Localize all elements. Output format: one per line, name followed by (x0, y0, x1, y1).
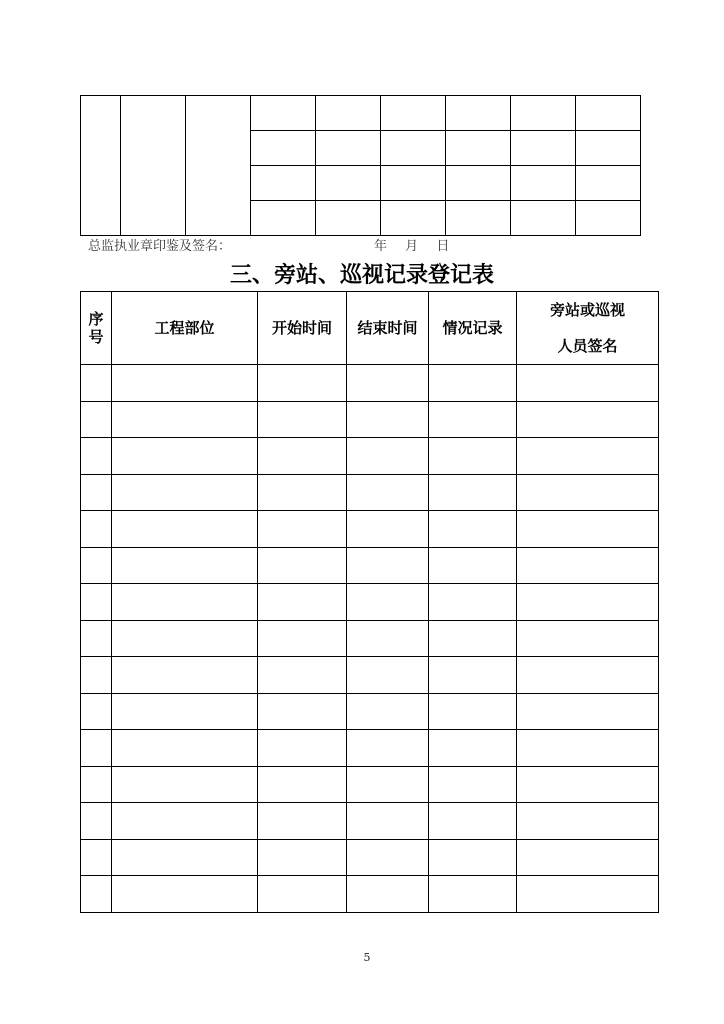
table-cell (251, 166, 316, 201)
cell-part[interactable] (112, 839, 258, 876)
cell-record[interactable] (429, 438, 517, 475)
table-cell (511, 166, 576, 201)
date-day-label: 日 (436, 239, 450, 254)
table-row (81, 657, 659, 694)
header-seq-line2: 号 (88, 328, 104, 346)
inspection-log-table (80, 291, 659, 913)
cell-signer[interactable] (517, 474, 659, 511)
date-year-label: 年 (374, 239, 388, 254)
cell-signer[interactable] (517, 511, 659, 548)
cell-record[interactable] (429, 365, 517, 402)
cell-part[interactable] (112, 766, 258, 803)
table-row (81, 803, 659, 840)
table-cell (576, 131, 641, 166)
table-row (81, 547, 659, 584)
cell-end-time[interactable] (347, 693, 429, 730)
cell-seq[interactable] (81, 620, 112, 657)
header-signer-line2: 人员签名 (557, 337, 618, 355)
cell-signer[interactable] (517, 693, 659, 730)
log-table-body (81, 365, 659, 913)
table-row (81, 474, 659, 511)
cell-signer[interactable] (517, 766, 659, 803)
signature-label: 总监执业章印鉴及签名： (88, 239, 232, 254)
cell-seq[interactable] (81, 474, 112, 511)
table-row (81, 620, 659, 657)
cell-seq[interactable] (81, 365, 112, 402)
table-cell (576, 201, 641, 236)
cell-start-time[interactable] (258, 766, 347, 803)
header-signer-line1: 旁站或巡视 (549, 301, 625, 319)
cell-seq[interactable] (81, 876, 112, 913)
cell-end-time[interactable] (347, 876, 429, 913)
cell-part[interactable] (112, 657, 258, 694)
cell-seq[interactable] (81, 401, 112, 438)
cell-part[interactable] (112, 620, 258, 657)
cell-record[interactable] (429, 766, 517, 803)
merged-cell (121, 96, 186, 236)
cell-end-time[interactable] (347, 730, 429, 767)
table-cell (381, 131, 446, 166)
cell-record[interactable] (429, 803, 517, 840)
cell-start-time[interactable] (258, 620, 347, 657)
table-cell (446, 166, 511, 201)
cell-signer[interactable] (517, 547, 659, 584)
previous-table-fragment (80, 95, 641, 236)
table-cell (381, 166, 446, 201)
cell-record[interactable] (429, 839, 517, 876)
table-cell (251, 96, 316, 131)
table-cell (511, 131, 576, 166)
cell-start-time[interactable] (258, 839, 347, 876)
merged-cell (81, 96, 121, 236)
cell-signer[interactable] (517, 620, 659, 657)
cell-signer[interactable] (517, 584, 659, 621)
header-seq-line1: 序 (88, 310, 104, 328)
cell-end-time[interactable] (347, 839, 429, 876)
cell-record[interactable] (429, 474, 517, 511)
cell-part[interactable] (112, 401, 258, 438)
cell-end-time[interactable] (347, 511, 429, 548)
cell-record[interactable] (429, 401, 517, 438)
cell-start-time[interactable] (258, 876, 347, 913)
cell-start-time[interactable] (258, 693, 347, 730)
cell-part[interactable] (112, 438, 258, 475)
header-start-time: 开始时间 (258, 292, 347, 365)
table-row (81, 511, 659, 548)
cell-signer[interactable] (517, 730, 659, 767)
table-cell (511, 201, 576, 236)
table-cell (316, 96, 381, 131)
cell-part[interactable] (112, 584, 258, 621)
cell-end-time[interactable] (347, 474, 429, 511)
cell-record[interactable] (429, 620, 517, 657)
cell-end-time[interactable] (347, 365, 429, 402)
table-cell (316, 201, 381, 236)
cell-seq[interactable] (81, 766, 112, 803)
cell-signer[interactable] (517, 438, 659, 475)
table-cell (446, 201, 511, 236)
cell-end-time[interactable] (347, 803, 429, 840)
cell-end-time[interactable] (347, 438, 429, 475)
date-month-label: 月 (405, 239, 419, 254)
header-end-time: 结束时间 (347, 292, 429, 365)
page-number: 5 (363, 951, 371, 964)
cell-seq[interactable] (81, 803, 112, 840)
cell-start-time[interactable] (258, 584, 347, 621)
table-row (81, 584, 659, 621)
table-row (81, 438, 659, 475)
chief-supervisor-signature-line (88, 234, 488, 252)
cell-end-time[interactable] (347, 657, 429, 694)
cell-signer[interactable] (517, 657, 659, 694)
cell-part[interactable] (112, 803, 258, 840)
cell-part[interactable] (112, 547, 258, 584)
cell-signer[interactable] (517, 803, 659, 840)
table-cell (446, 96, 511, 131)
table-cell (511, 96, 576, 131)
cell-start-time[interactable] (258, 511, 347, 548)
table-cell (381, 96, 446, 131)
cell-record[interactable] (429, 511, 517, 548)
table-row (81, 96, 641, 131)
header-seq (81, 292, 112, 365)
cell-end-time[interactable] (347, 401, 429, 438)
header-record: 情况记录 (429, 292, 517, 365)
cell-part[interactable] (112, 730, 258, 767)
cell-start-time[interactable] (258, 365, 347, 402)
cell-start-time[interactable] (258, 401, 347, 438)
cell-start-time[interactable] (258, 730, 347, 767)
cell-seq[interactable] (81, 730, 112, 767)
cell-record[interactable] (429, 876, 517, 913)
cell-part[interactable] (112, 876, 258, 913)
table-cell (316, 166, 381, 201)
table-cell (381, 201, 446, 236)
merged-cell (186, 96, 251, 236)
table-row (81, 839, 659, 876)
cell-start-time[interactable] (258, 657, 347, 694)
cell-record[interactable] (429, 693, 517, 730)
cell-start-time[interactable] (258, 438, 347, 475)
table-cell (251, 201, 316, 236)
cell-seq[interactable] (81, 693, 112, 730)
table-row (81, 730, 659, 767)
cell-seq[interactable] (81, 839, 112, 876)
table-cell (251, 131, 316, 166)
table-cell (446, 131, 511, 166)
header-part: 工程部位 (112, 292, 258, 365)
cell-seq[interactable] (81, 547, 112, 584)
cell-end-time[interactable] (347, 547, 429, 584)
table-row (81, 876, 659, 913)
cell-end-time[interactable] (347, 766, 429, 803)
cell-end-time[interactable] (347, 620, 429, 657)
cell-signer[interactable] (517, 876, 659, 913)
cell-signer[interactable] (517, 365, 659, 402)
cell-seq[interactable] (81, 438, 112, 475)
table-cell (316, 131, 381, 166)
table-row (81, 766, 659, 803)
table-cell (576, 166, 641, 201)
cell-part[interactable] (112, 511, 258, 548)
table-cell (576, 96, 641, 131)
cell-start-time[interactable] (258, 803, 347, 840)
table-row (81, 401, 659, 438)
cell-signer[interactable] (517, 839, 659, 876)
cell-seq[interactable] (81, 584, 112, 621)
table-row (81, 365, 659, 402)
cell-signer[interactable] (517, 401, 659, 438)
header-signer (517, 292, 659, 365)
cell-part[interactable] (112, 474, 258, 511)
cell-record[interactable] (429, 547, 517, 584)
cell-seq[interactable] (81, 657, 112, 694)
table-row (81, 693, 659, 730)
header-row (81, 292, 659, 365)
cell-record[interactable] (429, 584, 517, 621)
cell-start-time[interactable] (258, 474, 347, 511)
cell-record[interactable] (429, 730, 517, 767)
signature-date (374, 235, 463, 254)
cell-seq[interactable] (81, 511, 112, 548)
section-title: 三、旁站、巡视记录登记表 (229, 263, 494, 288)
cell-part[interactable] (112, 693, 258, 730)
cell-start-time[interactable] (258, 547, 347, 584)
cell-end-time[interactable] (347, 584, 429, 621)
cell-record[interactable] (429, 657, 517, 694)
cell-part[interactable] (112, 365, 258, 402)
